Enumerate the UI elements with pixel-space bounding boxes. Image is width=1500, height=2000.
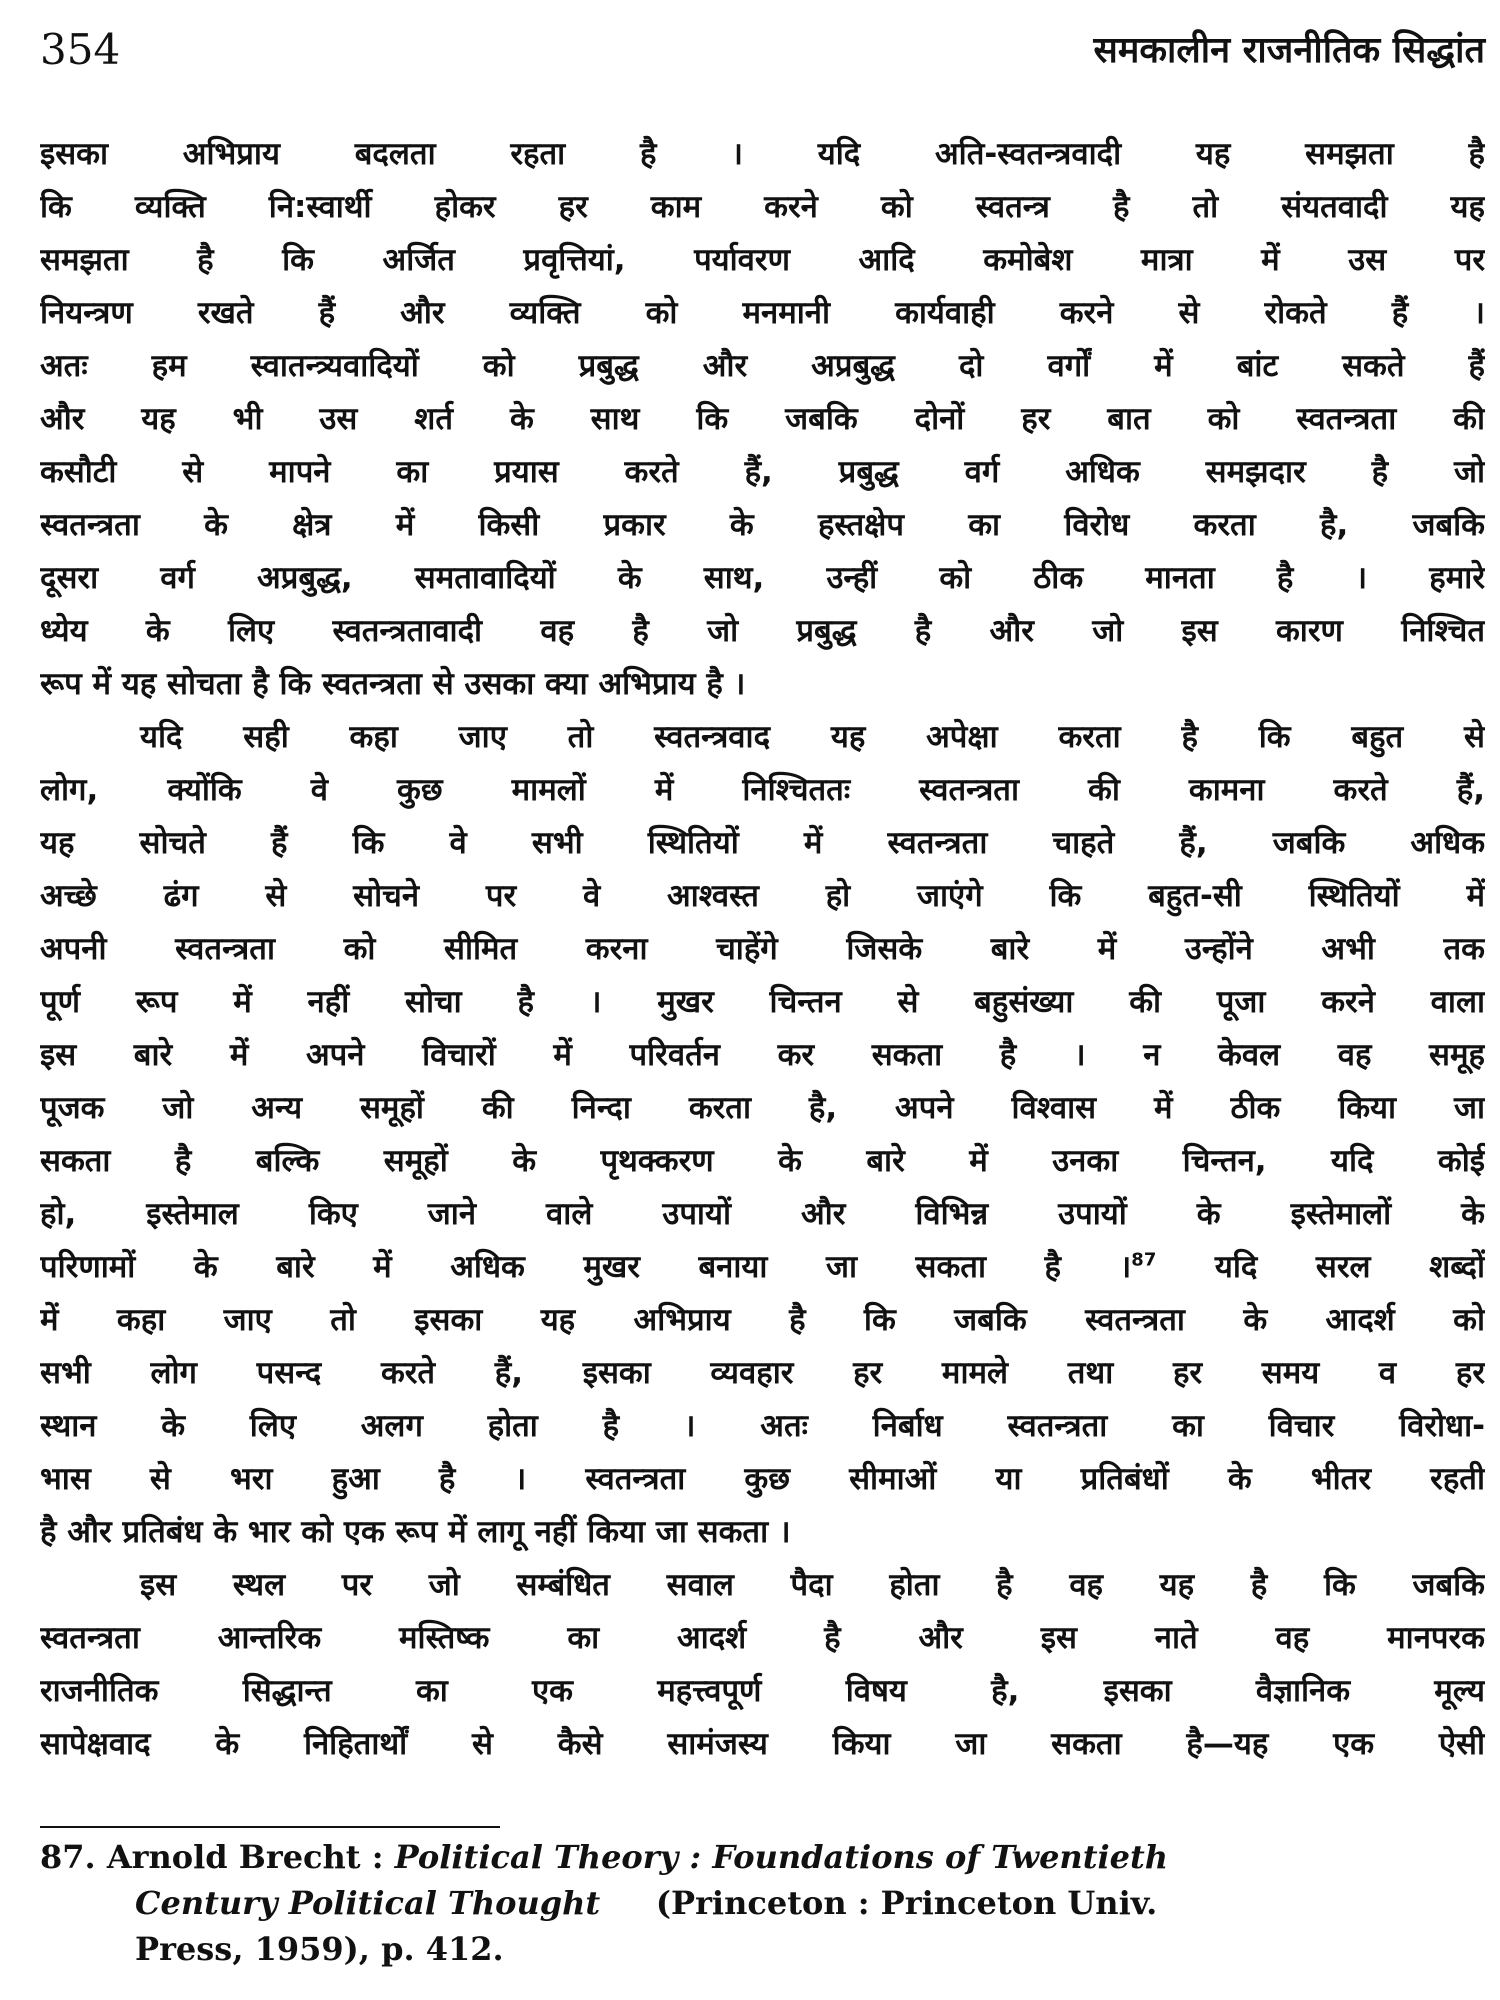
book-page	[40, 22, 1485, 1982]
footnote	[40, 1834, 1485, 1972]
page-header	[40, 22, 1485, 92]
running-title: समकालीन राजनीतिक सिद्धांत	[1093, 30, 1485, 71]
text-line: पूजक जो अन्य समूहों की निन्दा करता है, अपने विश्वास में ठीक किया जा	[40, 1090, 1485, 1126]
text-line: लोग, क्योंकि वे कुछ मामलों में निश्चिततः स्वतन्त्रता की कामना करते हैं,	[40, 772, 1485, 808]
text-line: यह सोचते हैं कि वे सभी स्थितियों में स्वतन्त्रता चाहते हैं, जबकि अधिक	[40, 825, 1485, 861]
text-line: नियन्त्रण रखते हैं और व्यक्ति को मनमानी कार्यवाही करने से रोकते हैं ।	[40, 295, 1485, 331]
footnote-title: Political Theory : Foundations of Twentieth	[394, 1838, 1169, 1876]
page-number: 354	[40, 25, 121, 74]
footnote-divider	[40, 1826, 500, 1828]
text-line: स्वतन्त्रता आन्तरिक मस्तिष्क का आदर्श है और इस नाते वह मानपरक	[40, 1620, 1485, 1656]
footnote-line	[40, 1880, 1485, 1926]
text-line: स्वतन्त्रता के क्षेत्र में किसी प्रकार के हस्तक्षेप का विरोध करता है, जबकि	[40, 507, 1485, 543]
text-line: है और प्रतिबंध के भार को एक रूप में लागू नहीं किया जा सकता ।	[40, 1514, 791, 1550]
text-segment: परिणामों के बारे में अधिक मुखर बनाया जा सकता है ।	[40, 1249, 1132, 1285]
text-line: दूसरा वर्ग अप्रबुद्ध, समतावादियों के साथ, उन्हीं को ठीक मानता है । हमारे	[40, 560, 1485, 596]
text-line: अतः हम स्वातन्त्र्यवादियों को प्रबुद्ध और अप्रबुद्ध दो वर्गों में बांट सकते हैं	[40, 348, 1485, 384]
text-line-with-footnote	[40, 1241, 1485, 1294]
footnote-publisher-cont: Press, 1959), p. 412.	[135, 1930, 504, 1968]
text-line: कसौटी से मापने का प्रयास करते हैं, प्रबुद्ध वर्ग अधिक समझदार है जो	[40, 454, 1485, 490]
footnote-line	[40, 1834, 1485, 1880]
footnote-author: Arnold Brecht :	[106, 1838, 384, 1876]
footnote-number: 87.	[40, 1838, 96, 1876]
text-line: सभी लोग पसन्द करते हैं, इसका व्यवहार हर मामले तथा हर समय व हर	[40, 1355, 1485, 1391]
footnote-publisher: (Princeton : Princeton Univ.	[655, 1884, 1158, 1922]
text-line: कि व्यक्ति नि:स्वार्थी होकर हर काम करने को स्वतन्त्र है तो संयतवादी यह	[40, 189, 1485, 225]
text-line: भास से भरा हुआ है । स्वतन्त्रता कुछ सीमाओं या प्रतिबंधों के भीतर रहती	[40, 1461, 1485, 1497]
paragraph-start-line: यदि सही कहा जाए तो स्वतन्त्रवाद यह अपेक्षा करता है कि बहुत से	[140, 719, 1485, 755]
footnote-title-cont: Century Political Thought	[135, 1884, 601, 1922]
text-line: अच्छे ढंग से सोचने पर वे आश्वस्त हो जाएंगे कि बहुत-सी स्थितियों में	[40, 878, 1485, 914]
text-line: स्थान के लिए अलग होता है । अतः निर्बाध स्वतन्त्रता का विचार विरोधा-	[40, 1408, 1485, 1444]
footnote-line	[40, 1926, 1485, 1972]
body-text	[40, 128, 1485, 1771]
paragraph-start-line: इस स्थल पर जो सम्बंधित सवाल पैदा होता है वह यह है कि जबकि	[140, 1567, 1485, 1603]
text-line: अपनी स्वतन्त्रता को सीमित करना चाहेंगे जिसके बारे में उन्होंने अभी तक	[40, 931, 1485, 967]
text-line: ध्येय के लिए स्वतन्त्रतावादी वह है जो प्रबुद्ध है और जो इस कारण निश्चित	[40, 613, 1485, 649]
footnote-reference[interactable]: 87	[1131, 1249, 1157, 1271]
text-line: में कहा जाए तो इसका यह अभिप्राय है कि जबकि स्वतन्त्रता के आदर्श को	[40, 1302, 1485, 1338]
text-line: और यह भी उस शर्त के साथ कि जबकि दोनों हर बात को स्वतन्त्रता की	[40, 401, 1485, 437]
text-line: राजनीतिक सिद्धान्त का एक महत्त्वपूर्ण विषय है, इसका वैज्ञानिक मूल्य	[40, 1673, 1485, 1709]
text-line: सापेक्षवाद के निहितार्थों से कैसे सामंजस्य किया जा सकता है—यह एक ऐसी	[40, 1726, 1485, 1762]
text-segment: यदि सरल शब्दों	[1214, 1249, 1485, 1285]
text-line: पूर्ण रूप में नहीं सोचा है । मुखर चिन्तन से बहुसंख्या की पूजा करने वाला	[40, 984, 1485, 1020]
text-line: इस बारे में अपने विचारों में परिवर्तन कर सकता है । न केवल वह समूह	[40, 1037, 1485, 1073]
text-line: समझता है कि अर्जित प्रवृत्तियां, पर्यावरण आदि कमोबेश मात्रा में उस पर	[40, 242, 1485, 278]
text-line: इसका अभिप्राय बदलता रहता है । यदि अति-स्वतन्त्रवादी यह समझता है	[40, 136, 1485, 172]
text-line: हो, इस्तेमाल किए जाने वाले उपायों और विभिन्न उपायों के इस्तेमालों के	[40, 1196, 1485, 1232]
text-line: सकता है बल्कि समूहों के पृथक्करण के बारे में उनका चिन्तन, यदि कोई	[40, 1143, 1485, 1179]
text-line: रूप में यह सोचता है कि स्वतन्त्रता से उसका क्या अभिप्राय है ।	[40, 666, 746, 702]
